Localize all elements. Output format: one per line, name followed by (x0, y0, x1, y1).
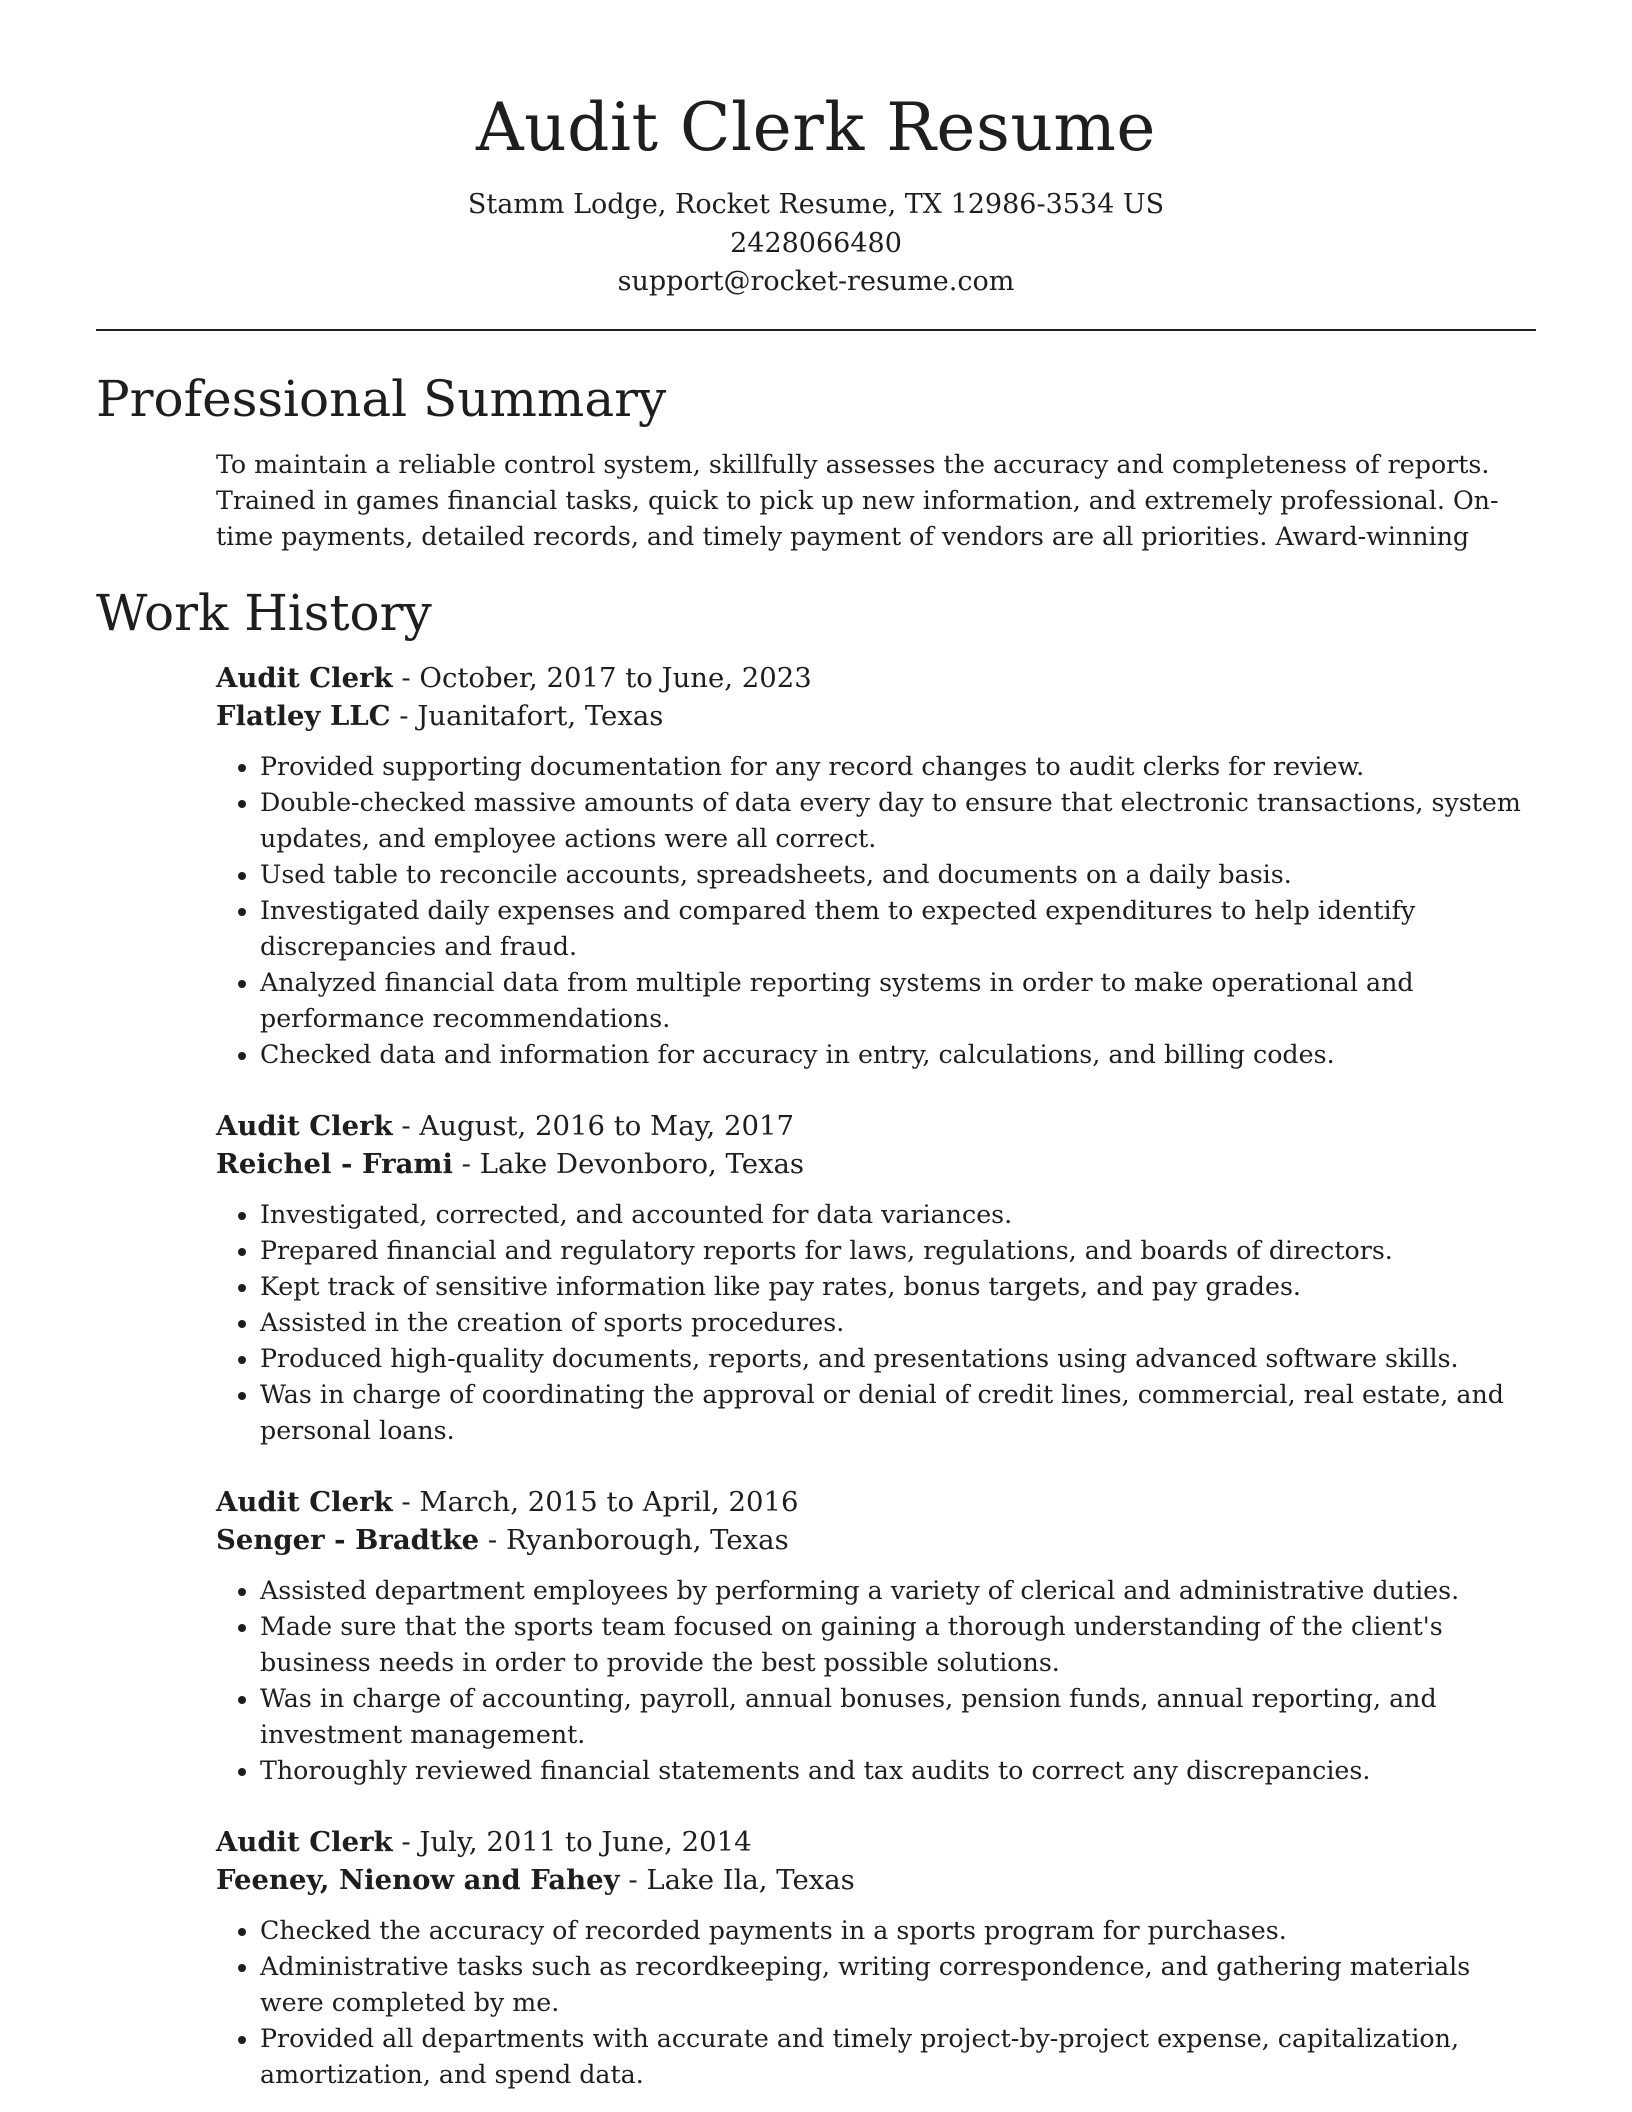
job-title-line (216, 1823, 1536, 1861)
summary-heading: Professional Summary (96, 369, 667, 428)
job-bullet: • Prepared financial and regulatory reports for laws, regulations, and boards of directors. (260, 1233, 1536, 1269)
job-dates: - March, 2015 to April, 2016 (392, 1485, 799, 1518)
job-company-line (216, 1521, 1536, 1559)
contact-address: Stamm Lodge, Rocket Resume, TX 12986-3534 US (467, 189, 1165, 220)
job-location: - Lake Devonboro, Texas (452, 1147, 805, 1180)
header-divider (96, 329, 1536, 331)
job-bullet: • Thoroughly reviewed financial statements and tax audits to correct any discrepancies. (260, 1753, 1536, 1789)
job-bullet: • Double-checked massive amounts of data every day to ensure that electronic transactions, system updates, and employee actions were all correct. (260, 785, 1536, 857)
job-bullet: • Was in charge of accounting, payroll, annual bonuses, pension funds, annual reporting, and investment management. (260, 1681, 1536, 1753)
job-title-line (216, 1107, 1536, 1145)
job-entry (216, 1107, 1536, 1449)
job-entry (216, 1823, 1536, 2093)
job-dates: - October, 2017 to June, 2023 (392, 661, 812, 694)
job-bullet: • Checked data and information for accuracy in entry, calculations, and billing codes. (260, 1037, 1536, 1073)
summary-text: To maintain a reliable control system, skillfully assesses the accuracy and completeness of reports. Trained in games financial tasks, quick to pick up new information, and extremely professional. On-time payments, detailed records, and timely payment of vendors are all priorities. Award-winning (216, 449, 1499, 551)
job-bullet: • Used table to reconcile accounts, spreadsheets, and documents on a daily basis. (260, 857, 1536, 893)
job-role: Audit Clerk (216, 1485, 393, 1518)
job-bullet: • Kept track of sensitive information like pay rates, bonus targets, and pay grades. (260, 1269, 1536, 1305)
job-bullet: • Administrative tasks such as recordkeeping, writing correspondence, and gathering materials were completed by me. (260, 1949, 1536, 2021)
contact-block (96, 186, 1536, 302)
contact-email: support@rocket-resume.com (617, 266, 1015, 297)
job-bullet: • Investigated, corrected, and accounted for data variances. (260, 1197, 1536, 1233)
job-location: - Juanitafort, Texas (390, 699, 664, 732)
job-bullet: • Provided all departments with accurate and timely project-by-project expense, capitalization, amortization, and spend data. (260, 2021, 1536, 2093)
job-entry (216, 1483, 1536, 1789)
job-bullet: • Was in charge of coordinating the approval or denial of credit lines, commercial, real estate, and personal loans. (260, 1377, 1536, 1449)
job-bullets (216, 749, 1536, 1073)
job-bullet: • Analyzed financial data from multiple reporting systems in order to make operational and performance recommendations. (260, 965, 1536, 1037)
job-dates: - August, 2016 to May, 2017 (392, 1109, 794, 1142)
job-company: Reichel - Frami (216, 1147, 453, 1180)
job-bullet: • Checked the accuracy of recorded payments in a sports program for purchases. (260, 1913, 1536, 1949)
job-bullet: • Produced high-quality documents, reports, and presentations using advanced software skills. (260, 1341, 1536, 1377)
job-bullet: • Assisted department employees by performing a variety of clerical and administrative duties. (260, 1573, 1536, 1609)
work-history-heading: Work History (96, 583, 432, 642)
job-title-line (216, 659, 1536, 697)
job-bullets (216, 1573, 1536, 1789)
job-bullets (216, 1913, 1536, 2093)
job-company-line (216, 1861, 1536, 1899)
contact-phone: 2428066480 (730, 227, 902, 259)
job-bullets (216, 1197, 1536, 1449)
job-company-line (216, 697, 1536, 735)
job-role: Audit Clerk (216, 661, 393, 694)
job-company-line (216, 1145, 1536, 1183)
resume-page (96, 0, 1536, 2093)
job-bullet: • Provided supporting documentation for any record changes to audit clerks for review. (260, 749, 1536, 785)
job-title-line (216, 1483, 1536, 1521)
job-bullet: • Investigated daily expenses and compared them to expected expenditures to help identify discrepancies and fraud. (260, 893, 1536, 965)
job-company: Senger - Bradtke (216, 1523, 480, 1556)
job-bullet: • Made sure that the sports team focused on gaining a thorough understanding of the client's business needs in order to provide the best possible solutions. (260, 1609, 1536, 1681)
job-entry (216, 659, 1536, 1073)
resume-title: Audit Clerk Resume (476, 89, 1156, 166)
job-company: Feeney, Nienow and Fahey (216, 1863, 620, 1896)
job-role: Audit Clerk (216, 1825, 393, 1858)
resume-header (96, 0, 1536, 302)
job-role: Audit Clerk (216, 1109, 393, 1142)
job-dates: - July, 2011 to June, 2014 (392, 1825, 752, 1858)
job-location: - Lake Ila, Texas (619, 1863, 855, 1896)
job-bullet: • Assisted in the creation of sports procedures. (260, 1305, 1536, 1341)
job-company: Flatley LLC (216, 699, 391, 732)
job-location: - Ryanborough, Texas (479, 1523, 789, 1556)
